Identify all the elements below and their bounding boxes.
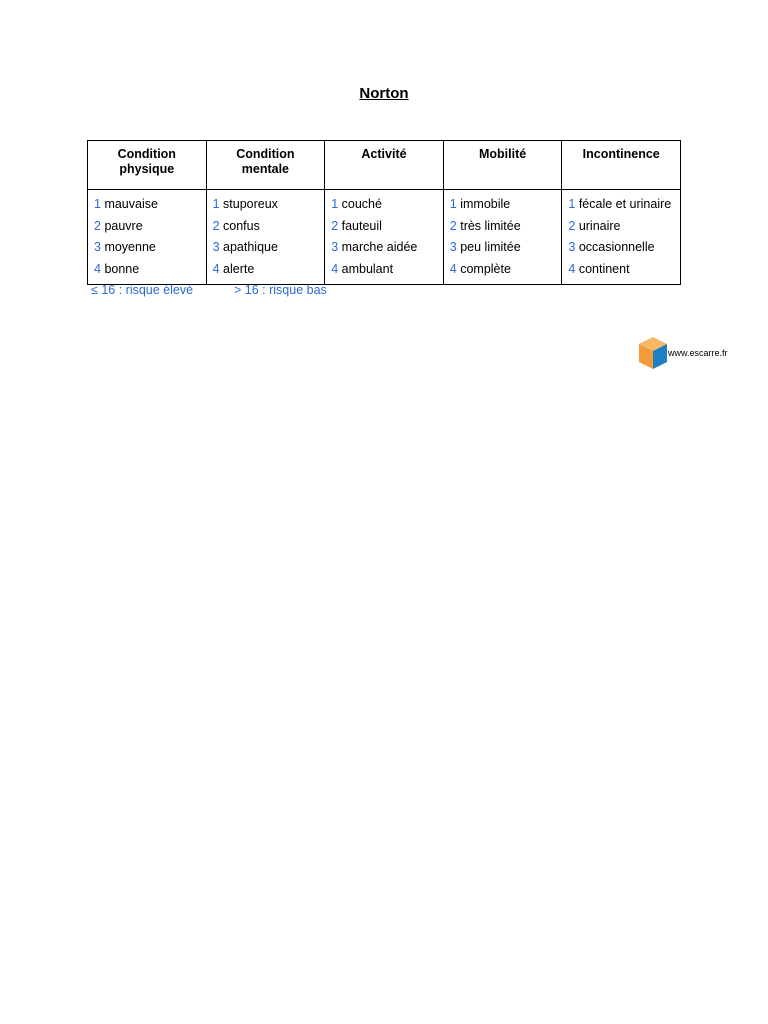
legend-high-risk: ≤ 16 : risque élevé bbox=[91, 283, 194, 297]
norton-table bbox=[87, 140, 681, 285]
list-item bbox=[213, 194, 325, 216]
header-activite bbox=[325, 141, 444, 190]
column-condition-mentale bbox=[206, 190, 325, 285]
score-number: 4 bbox=[449, 261, 457, 276]
list-item bbox=[568, 194, 680, 216]
score-label: confus bbox=[223, 218, 260, 233]
header-line: mentale bbox=[241, 162, 290, 176]
score-label: fauteuil bbox=[341, 218, 382, 233]
header-line: Activité bbox=[361, 147, 407, 161]
page-title: Norton bbox=[359, 85, 409, 102]
score-number: 4 bbox=[94, 261, 101, 276]
header-line: Mobilité bbox=[478, 147, 527, 161]
score-label: mauvaise bbox=[104, 197, 158, 211]
score-number: 2 bbox=[568, 218, 576, 233]
score-label: occasionnelle bbox=[578, 240, 655, 254]
score-label: continent bbox=[578, 261, 630, 276]
list-item bbox=[450, 194, 562, 216]
list-item bbox=[331, 216, 443, 238]
header-row bbox=[88, 141, 681, 190]
legend-low-risk: > 16 : risque bas bbox=[234, 283, 327, 297]
score-label: apathique bbox=[223, 240, 278, 254]
list-item bbox=[450, 216, 562, 238]
list-item bbox=[94, 194, 206, 216]
score-label: urinaire bbox=[578, 218, 621, 233]
score-number: 1 bbox=[449, 197, 457, 211]
list-item bbox=[450, 237, 562, 259]
score-label: stuporeux bbox=[223, 197, 278, 211]
score-number: 1 bbox=[94, 197, 101, 211]
escarre-logo bbox=[638, 336, 748, 370]
score-label: complète bbox=[460, 261, 511, 276]
table-row bbox=[88, 190, 681, 285]
score-number: 3 bbox=[94, 240, 101, 254]
list-item bbox=[568, 216, 680, 238]
cube-icon bbox=[638, 336, 668, 370]
list-item bbox=[450, 259, 562, 281]
score-label: fécale et urinaire bbox=[578, 197, 672, 211]
score-number: 3 bbox=[212, 240, 220, 254]
list-item bbox=[94, 259, 206, 281]
score-number: 1 bbox=[212, 197, 220, 211]
score-label: pauvre bbox=[104, 218, 143, 233]
list-item bbox=[331, 194, 443, 216]
score-number: 1 bbox=[568, 197, 576, 211]
score-number: 2 bbox=[331, 218, 339, 233]
list-item bbox=[331, 259, 443, 281]
score-number: 4 bbox=[568, 261, 576, 276]
list-item bbox=[94, 216, 206, 238]
header-line: Incontinence bbox=[582, 147, 660, 161]
score-number: 2 bbox=[94, 218, 101, 233]
list-item bbox=[331, 237, 443, 259]
score-label: peu limitée bbox=[460, 240, 521, 254]
logo-text: www.escarre.fr bbox=[668, 348, 728, 358]
header-line: Condition bbox=[236, 147, 295, 161]
list-item bbox=[94, 237, 206, 259]
column-incontinence bbox=[562, 190, 681, 285]
score-label: bonne bbox=[104, 261, 140, 276]
header-condition-physique bbox=[88, 141, 207, 190]
score-label: moyenne bbox=[104, 240, 156, 254]
score-label: immobile bbox=[460, 197, 511, 211]
header-line: Condition bbox=[117, 147, 176, 161]
list-item bbox=[213, 237, 325, 259]
list-item bbox=[568, 237, 680, 259]
score-number: 1 bbox=[331, 197, 339, 211]
score-number: 3 bbox=[568, 240, 576, 254]
header-condition-mentale bbox=[206, 141, 325, 190]
header-incontinence bbox=[562, 141, 681, 190]
column-activite bbox=[325, 190, 444, 285]
header-mobilite bbox=[443, 141, 562, 190]
score-number: 2 bbox=[449, 218, 457, 233]
score-label: couché bbox=[341, 197, 382, 211]
score-label: alerte bbox=[223, 261, 255, 276]
list-item bbox=[213, 259, 325, 281]
score-number: 3 bbox=[449, 240, 457, 254]
header-line: physique bbox=[119, 162, 175, 176]
score-number: 2 bbox=[212, 218, 220, 233]
column-condition-physique bbox=[88, 190, 207, 285]
column-mobilite bbox=[443, 190, 562, 285]
score-label: ambulant bbox=[341, 261, 394, 276]
list-item bbox=[568, 259, 680, 281]
score-label: marche aidée bbox=[341, 240, 418, 254]
score-number: 4 bbox=[212, 261, 220, 276]
score-label: très limitée bbox=[460, 218, 521, 233]
list-item bbox=[213, 216, 325, 238]
score-number: 3 bbox=[331, 240, 339, 254]
score-number: 4 bbox=[331, 261, 339, 276]
